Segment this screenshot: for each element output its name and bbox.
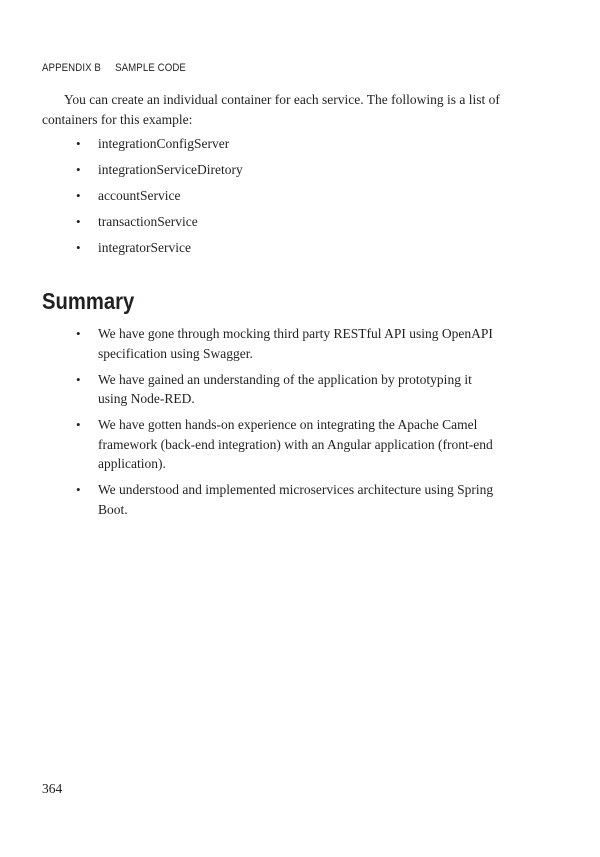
bullet-icon: • <box>76 214 81 229</box>
list-item <box>42 370 502 409</box>
running-header <box>42 62 186 74</box>
list-item <box>42 238 522 258</box>
container-name: integrationConfigServer <box>98 136 230 151</box>
list-item <box>42 415 502 474</box>
container-name: transactionService <box>98 214 198 229</box>
container-list <box>42 134 522 264</box>
list-item <box>42 480 502 519</box>
intro-paragraph <box>42 90 522 129</box>
bullet-icon: • <box>76 162 81 177</box>
list-item <box>42 212 522 232</box>
page-number: 364 <box>42 781 63 796</box>
summary-list <box>42 324 502 526</box>
bullet-icon: • <box>76 482 81 497</box>
bullet-icon: • <box>76 188 81 203</box>
appendix-label: APPENDIX B <box>42 62 101 74</box>
summary-point: We understood and implemented microservices architecture using Spring Boot. <box>98 482 494 517</box>
bullet-icon: • <box>76 371 81 387</box>
chapter-label: SAMPLE CODE <box>115 62 186 74</box>
bullet-icon: • <box>76 326 81 341</box>
bullet-icon: • <box>76 240 81 255</box>
container-name: integratorService <box>98 240 191 255</box>
container-name: integrationServiceDiretory <box>98 162 243 177</box>
summary-point: We have gained an understanding of the application by prototyping it using Node-RED. <box>98 371 472 406</box>
intro-text: You can create an individual container for each service. The following is a list of containers for this example: <box>42 92 500 127</box>
summary-heading: Summary <box>42 288 135 314</box>
list-item <box>42 186 522 206</box>
list-item <box>42 324 502 363</box>
bullet-icon: • <box>76 417 81 432</box>
list-item <box>42 160 522 180</box>
summary-point: We have gone through mocking third party RESTful API using OpenAPI specification using Swagger. <box>98 326 493 361</box>
container-name: accountService <box>98 188 181 203</box>
list-item <box>42 134 522 154</box>
summary-point: We have gotten hands-on experience on integrating the Apache Camel framework (back-end integration) with an Angular application (front-end application). <box>98 417 493 471</box>
bullet-icon: • <box>76 136 81 151</box>
